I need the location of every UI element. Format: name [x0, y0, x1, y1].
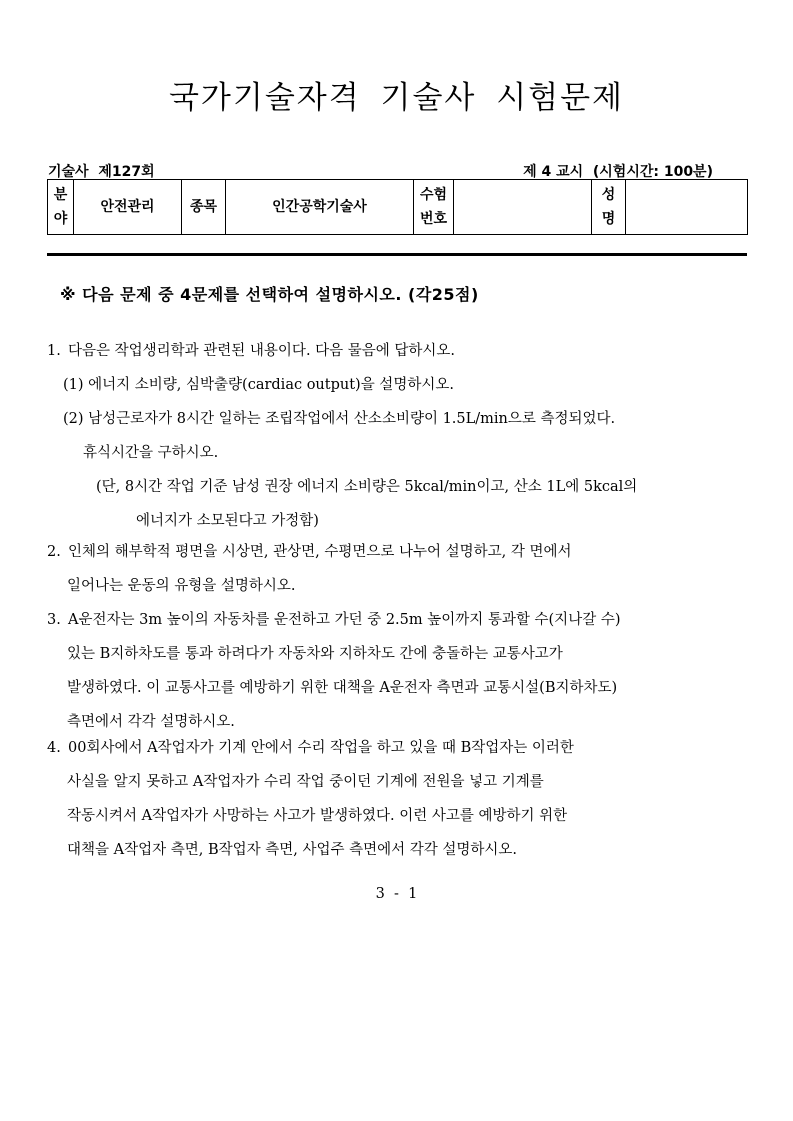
question-1-note: [96, 470, 747, 538]
name-label-cell: [592, 180, 626, 235]
page-number: 3 - 1: [375, 886, 418, 902]
category-value: 인간공학기술사: [226, 180, 414, 235]
question-number: 3.: [47, 612, 61, 628]
exam-number-label: 수험번호: [419, 187, 448, 227]
session-info: 제 4 교시 (시험시간: 100분): [523, 164, 713, 180]
question-1-sub-1: [63, 368, 747, 402]
category-label: 종목: [182, 180, 226, 235]
question-number: 1.: [47, 343, 61, 359]
question-continuation: 사실을 알지 못하고 A작업자가 수리 작업 중이던 기계에 전원을 넣고 기계를: [67, 774, 544, 790]
exam-info-row: [48, 180, 748, 235]
question-continuation: 있는 B지하차도를 통과 하려다가 자동차와 지하차도 간에 충돌하는 교통사고가: [67, 646, 563, 662]
divider: [47, 253, 747, 256]
question-continuation: 측면에서 각각 설명하시오.: [67, 714, 235, 730]
note-continuation: 에너지가 소모된다고 가정함): [136, 513, 319, 529]
instruction: ※ 다음 문제 중 4문제를 선택하여 설명하시오. (각25점): [60, 285, 479, 304]
question-continuation: 대책을 A작업자 측면, B작업자 측면, 사업주 측면에서 각각 설명하시오.: [67, 842, 518, 858]
exam-info-table: [47, 179, 748, 235]
field-label-cell: [48, 180, 74, 235]
question-continuation: 발생하였다. 이 교통사고를 예방하기 위한 대책을 A운전자 측면과 교통시설(B지하차도): [67, 680, 618, 696]
question-text: 00회사에서 A작업자가 기계 안에서 수리 작업을 하고 있을 때 B작업자는 이러한: [68, 740, 574, 756]
question-text: 다음은 작업생리학과 관련된 내용이다. 다음 물음에 답하시오.: [68, 343, 456, 359]
question-text: A운전자는 3m 높이의 자동차를 운전하고 가던 중 2.5m 높이까지 통과할 수(지나갈 수): [68, 612, 621, 628]
note-text: (단, 8시간 작업 기준 남성 권장 에너지 소비량은 5kcal/min이고, 산소 1L에 5kcal의: [96, 479, 638, 495]
question-2: [47, 535, 747, 603]
sub-question-continuation: 휴식시간을 구하시오.: [83, 445, 219, 461]
question-number: 4.: [47, 740, 61, 756]
name-field[interactable]: [626, 180, 748, 235]
question-1: [47, 334, 747, 368]
question-continuation: 작동시켜서 A작업자가 사망하는 사고가 발생하였다. 이런 사고를 예방하기 위한: [67, 808, 568, 824]
question-4: [47, 731, 747, 867]
field-label: 분야: [53, 187, 68, 227]
sub-question-text: (1) 에너지 소비량, 심박출량(cardiac output)을 설명하시오.: [63, 377, 454, 393]
exam-round: 기술사 제127회: [48, 164, 155, 180]
exam-number-label-cell: [414, 180, 454, 235]
name-label: 성명: [601, 187, 616, 227]
page-title: 국가기술자격 기술사 시험문제: [168, 80, 624, 116]
question-continuation: 일어나는 운동의 유형을 설명하시오.: [67, 578, 296, 594]
question-text: 인체의 해부학적 평면을 시상면, 관상면, 수평면으로 나누어 설명하고, 각 면에서: [68, 544, 572, 560]
field-value: 안전관리: [74, 180, 182, 235]
exam-number-field[interactable]: [454, 180, 592, 235]
question-number: 2.: [47, 544, 61, 560]
question-1-sub-2: [63, 402, 747, 470]
sub-question-text: (2) 남성근로자가 8시간 일하는 조립작업에서 산소소비량이 1.5L/min으로 측정되었다.: [63, 411, 616, 427]
question-3: [47, 603, 747, 739]
